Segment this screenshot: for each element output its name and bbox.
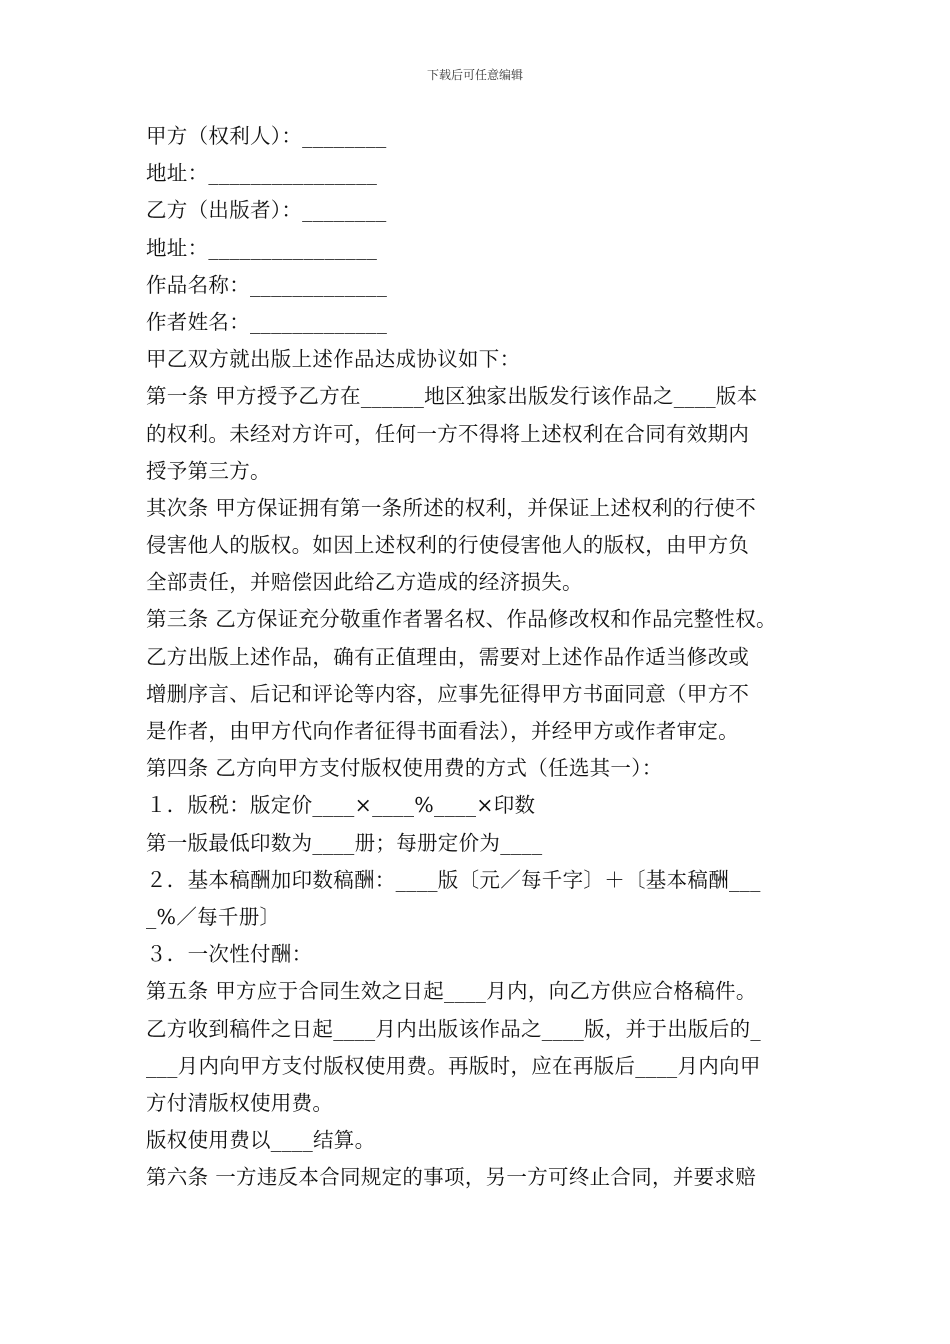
article-5-line: ___月内向甲方支付版权使用费。再版时，应在再版后____月内向甲 [146,1053,761,1078]
payment-option-3-line: ３．一次性付酬： [146,942,313,967]
article-2-line: 其次条 甲方保证拥有第一条所述的权利，并保证上述权利的行使不 [146,495,757,520]
article-3-line: 是作者，由甲方代向作者征得书面看法），并经甲方或作者审定。 [146,719,739,743]
article-1-line: 的权利。未经对方许可，任何一方不得将上述权利在合同有效期内 [146,421,750,446]
article-3-line: 增删序言、后记和评论等内容，应事先征得甲方书面同意（甲方不 [146,681,750,706]
page-header: 下载后可任意编辑 [426,68,523,82]
article-5-line: 方付清版权使用费。 [146,1090,334,1115]
article-3-line: 第三条 乙方保证充分敬重作者署名权、作品修改权和作品完整性权。 [146,607,777,632]
payment-option-1-line: １．版税：版定价____×____%____×印数 [146,793,536,818]
article-3-line: 乙方出版上述作品，确有正值理由，需要对上述作品作适当修改或 [146,644,750,669]
article-2-line: 全部责任，并赔偿因此给乙方造成的经济损失。 [146,570,583,595]
article-1-line: 第一条 甲方授予乙方在______地区独家出版发行该作品之____版本 [146,384,758,409]
author-name-line: 作者姓名：_____________ [146,309,388,334]
article-4-line: 第四条 乙方向甲方支付版权使用费的方式（任选其一）： [146,756,663,781]
article-5-line: 第五条 甲方应于合同生效之日起____月内，向乙方供应合格稿件。 [146,979,757,1004]
contract-body [146,118,836,1196]
party-a-address-line: 地址：________________ [146,161,378,186]
agreement-intro-line: 甲乙双方就出版上述作品达成协议如下： [146,347,521,372]
party-b-line: 乙方（出版者）：________ [146,198,387,223]
article-6-line: 第六条 一方违反本合同规定的事项，另一方可终止合同，并要求赔 [146,1165,757,1190]
payment-option-2-line: _%／每千册〕 [146,904,281,929]
article-1-line: 授予第三方。 [146,458,271,483]
settlement-line: 版权使用费以____结算。 [146,1128,376,1153]
payment-option-2-line: ２．基本稿酬加印数稿酬：____版〔元／每千字〕＋〔基本稿酬___ [146,867,761,892]
party-a-line: 甲方（权利人）：________ [146,124,387,148]
work-title-line: 作品名称：_____________ [146,272,388,297]
article-2-line: 侵害他人的版权。如因上述权利的行使侵害他人的版权，由甲方负 [146,533,750,558]
party-b-address-line: 地址：________________ [146,235,378,260]
article-5-line: 乙方收到稿件之日起____月内出版该作品之____版，并于出版后的_ [146,1016,761,1041]
payment-option-1-line: 第一版最低印数为____册；每册定价为____ [146,830,543,855]
